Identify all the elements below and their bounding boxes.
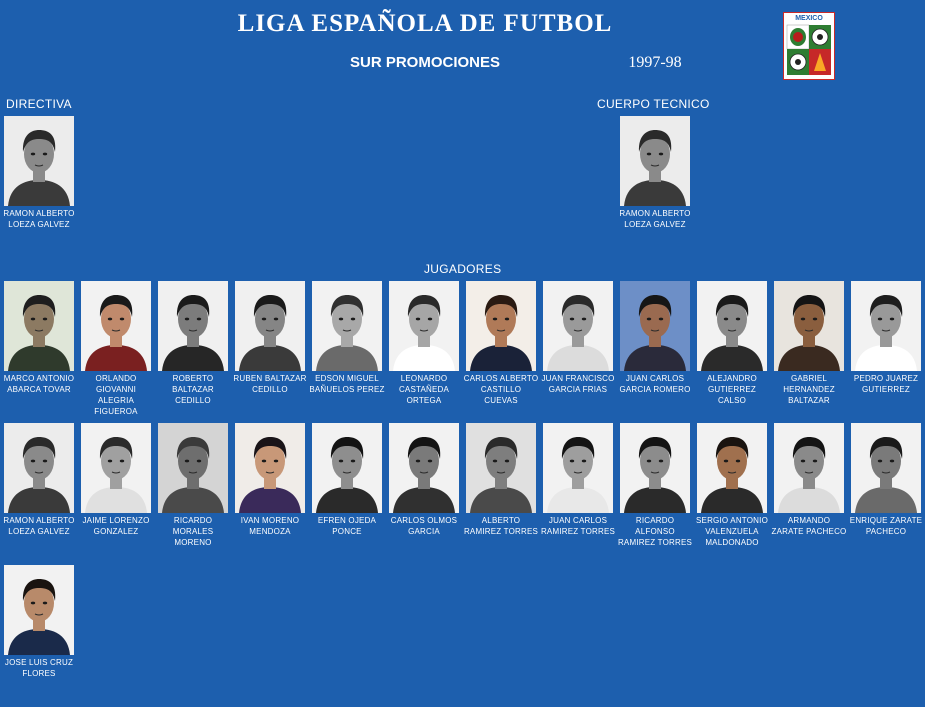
player-portrait-icon (81, 281, 151, 371)
section-cuerpo-tecnico: CUERPO TECNICO (597, 97, 710, 111)
player-photo[interactable] (4, 565, 74, 655)
player-card[interactable] (620, 116, 690, 230)
player-portrait-icon (620, 116, 690, 206)
player-photo[interactable] (620, 116, 690, 206)
player-photo[interactable] (389, 281, 459, 371)
player-portrait-icon (235, 423, 305, 513)
player-portrait-icon (389, 281, 459, 371)
player-photo[interactable] (774, 281, 844, 371)
player-portrait-icon (4, 281, 74, 371)
player-name: RAMON ALBERTO LOEZA GALVEZ (619, 209, 691, 229)
player-card[interactable] (851, 423, 921, 537)
player-photo[interactable] (4, 281, 74, 371)
player-photo[interactable] (235, 423, 305, 513)
player-name: ORLANDO GIOVANNI ALEGRIA FIGUEROA (94, 374, 138, 416)
player-photo[interactable] (389, 423, 459, 513)
player-photo[interactable] (543, 281, 613, 371)
player-name: JUAN FRANCISCO GARCIA FRIAS (541, 374, 615, 394)
player-card[interactable] (771, 423, 847, 537)
player-name: ROBERTO BALTAZAR CEDILLO (172, 374, 214, 405)
player-portrait-icon (620, 281, 690, 371)
player-photo[interactable] (543, 423, 613, 513)
player-photo[interactable] (4, 116, 74, 206)
player-card[interactable] (81, 281, 151, 417)
player-photo[interactable] (851, 281, 921, 371)
player-portrait-icon (543, 281, 613, 371)
player-photo[interactable] (774, 423, 844, 513)
player-card[interactable] (312, 423, 382, 537)
player-card[interactable] (389, 423, 459, 537)
player-card[interactable] (309, 281, 385, 395)
player-photo[interactable] (312, 281, 382, 371)
season-label: 1997-98 (628, 54, 682, 71)
player-card[interactable] (697, 423, 767, 548)
league-logo (783, 12, 835, 80)
league-crest-icon (784, 13, 834, 79)
player-card[interactable] (4, 281, 74, 395)
player-name: RUBEN BALTAZAR CEDILLO (233, 374, 307, 394)
player-card[interactable] (617, 423, 693, 548)
player-name: CARLOS ALBERTO CASTILLO CUEVAS (463, 374, 539, 405)
player-card[interactable] (774, 281, 844, 406)
player-name: RICARDO MORALES MORENO (172, 516, 214, 547)
player-name: ENRIQUE ZARATE PACHECO (849, 516, 923, 536)
player-portrait-icon (620, 423, 690, 513)
player-card[interactable] (697, 281, 767, 406)
player-name: LEONARDO CASTAÑEDA ORTEGA (398, 374, 450, 405)
player-name: RAMON ALBERTO LOEZA GALVEZ (3, 516, 75, 536)
player-name: RICARDO ALFONSO RAMIREZ TORRES (617, 516, 693, 547)
player-portrait-icon (466, 281, 536, 371)
player-name: RAMON ALBERTO LOEZA GALVEZ (3, 209, 75, 229)
section-directiva: DIRECTIVA (6, 97, 72, 111)
logo-text: MEXICO (795, 15, 823, 22)
player-portrait-icon (851, 281, 921, 371)
player-portrait-icon (697, 281, 767, 371)
player-portrait-icon (4, 565, 74, 655)
player-name: SERGIO ANTONIO VALENZUELA MALDONADO (696, 516, 768, 547)
player-photo[interactable] (620, 423, 690, 513)
player-card[interactable] (235, 423, 305, 537)
team-name: SUR PROMOCIONES (349, 54, 500, 71)
player-photo[interactable] (851, 423, 921, 513)
section-jugadores: JUGADORES (424, 262, 502, 276)
player-name: GABRIEL HERNANDEZ BALTAZAR (783, 374, 835, 405)
player-portrait-icon (312, 281, 382, 371)
player-name: JAIME LORENZO GONZALEZ (82, 516, 150, 536)
player-photo[interactable] (81, 281, 151, 371)
player-photo[interactable] (697, 281, 767, 371)
player-card[interactable] (543, 281, 613, 395)
player-name: ALEJANDRO GUTIERREZ CALSO (707, 374, 757, 405)
player-card[interactable] (463, 423, 539, 537)
player-portrait-icon (774, 281, 844, 371)
player-portrait-icon (158, 423, 228, 513)
player-portrait-icon (389, 423, 459, 513)
player-name: ARMANDO ZARATE PACHECO (771, 516, 847, 536)
player-name: JUAN CARLOS GARCIA ROMERO (619, 374, 691, 394)
player-name: IVAN MORENO MENDOZA (240, 516, 300, 536)
player-card[interactable] (158, 281, 228, 406)
player-photo[interactable] (466, 423, 536, 513)
player-card[interactable] (389, 281, 459, 406)
player-name: MARCO ANTONIO ABARCA TOVAR (3, 374, 75, 394)
player-portrait-icon (235, 281, 305, 371)
player-card[interactable] (620, 281, 690, 395)
player-name: CARLOS OLMOS GARCIA (390, 516, 458, 536)
player-card[interactable] (235, 281, 305, 395)
player-portrait-icon (466, 423, 536, 513)
player-name: EFREN OJEDA PONCE (317, 516, 377, 536)
player-photo[interactable] (158, 423, 228, 513)
player-portrait-icon (851, 423, 921, 513)
player-name: JOSE LUIS CRUZ FLORES (4, 658, 74, 678)
player-photo[interactable] (620, 281, 690, 371)
player-portrait-icon (312, 423, 382, 513)
player-name: EDSON MIGUEL BAÑUELOS PEREZ (309, 374, 385, 394)
player-portrait-icon (697, 423, 767, 513)
player-portrait-icon (543, 423, 613, 513)
player-portrait-icon (81, 423, 151, 513)
player-card[interactable] (158, 423, 228, 548)
page-title: LIGA ESPAÑOLA DE FUTBOL (237, 10, 613, 37)
player-card[interactable] (851, 281, 921, 395)
player-card[interactable] (4, 565, 74, 679)
player-portrait-icon (158, 281, 228, 371)
player-photo[interactable] (697, 423, 767, 513)
player-photo[interactable] (312, 423, 382, 513)
player-photo[interactable] (235, 281, 305, 371)
player-card[interactable] (463, 281, 539, 406)
player-card[interactable] (81, 423, 151, 537)
player-name: ALBERTO RAMIREZ TORRES (463, 516, 539, 536)
player-name: JUAN CARLOS RAMIREZ TORRES (540, 516, 616, 536)
player-card[interactable] (540, 423, 616, 537)
player-card[interactable] (4, 116, 74, 230)
player-portrait-icon (774, 423, 844, 513)
player-photo[interactable] (158, 281, 228, 371)
player-name: PEDRO JUAREZ GUTIERREZ (853, 374, 919, 394)
player-card[interactable] (4, 423, 74, 537)
player-photo[interactable] (81, 423, 151, 513)
player-photo[interactable] (4, 423, 74, 513)
player-portrait-icon (4, 116, 74, 206)
player-portrait-icon (4, 423, 74, 513)
player-photo[interactable] (466, 281, 536, 371)
